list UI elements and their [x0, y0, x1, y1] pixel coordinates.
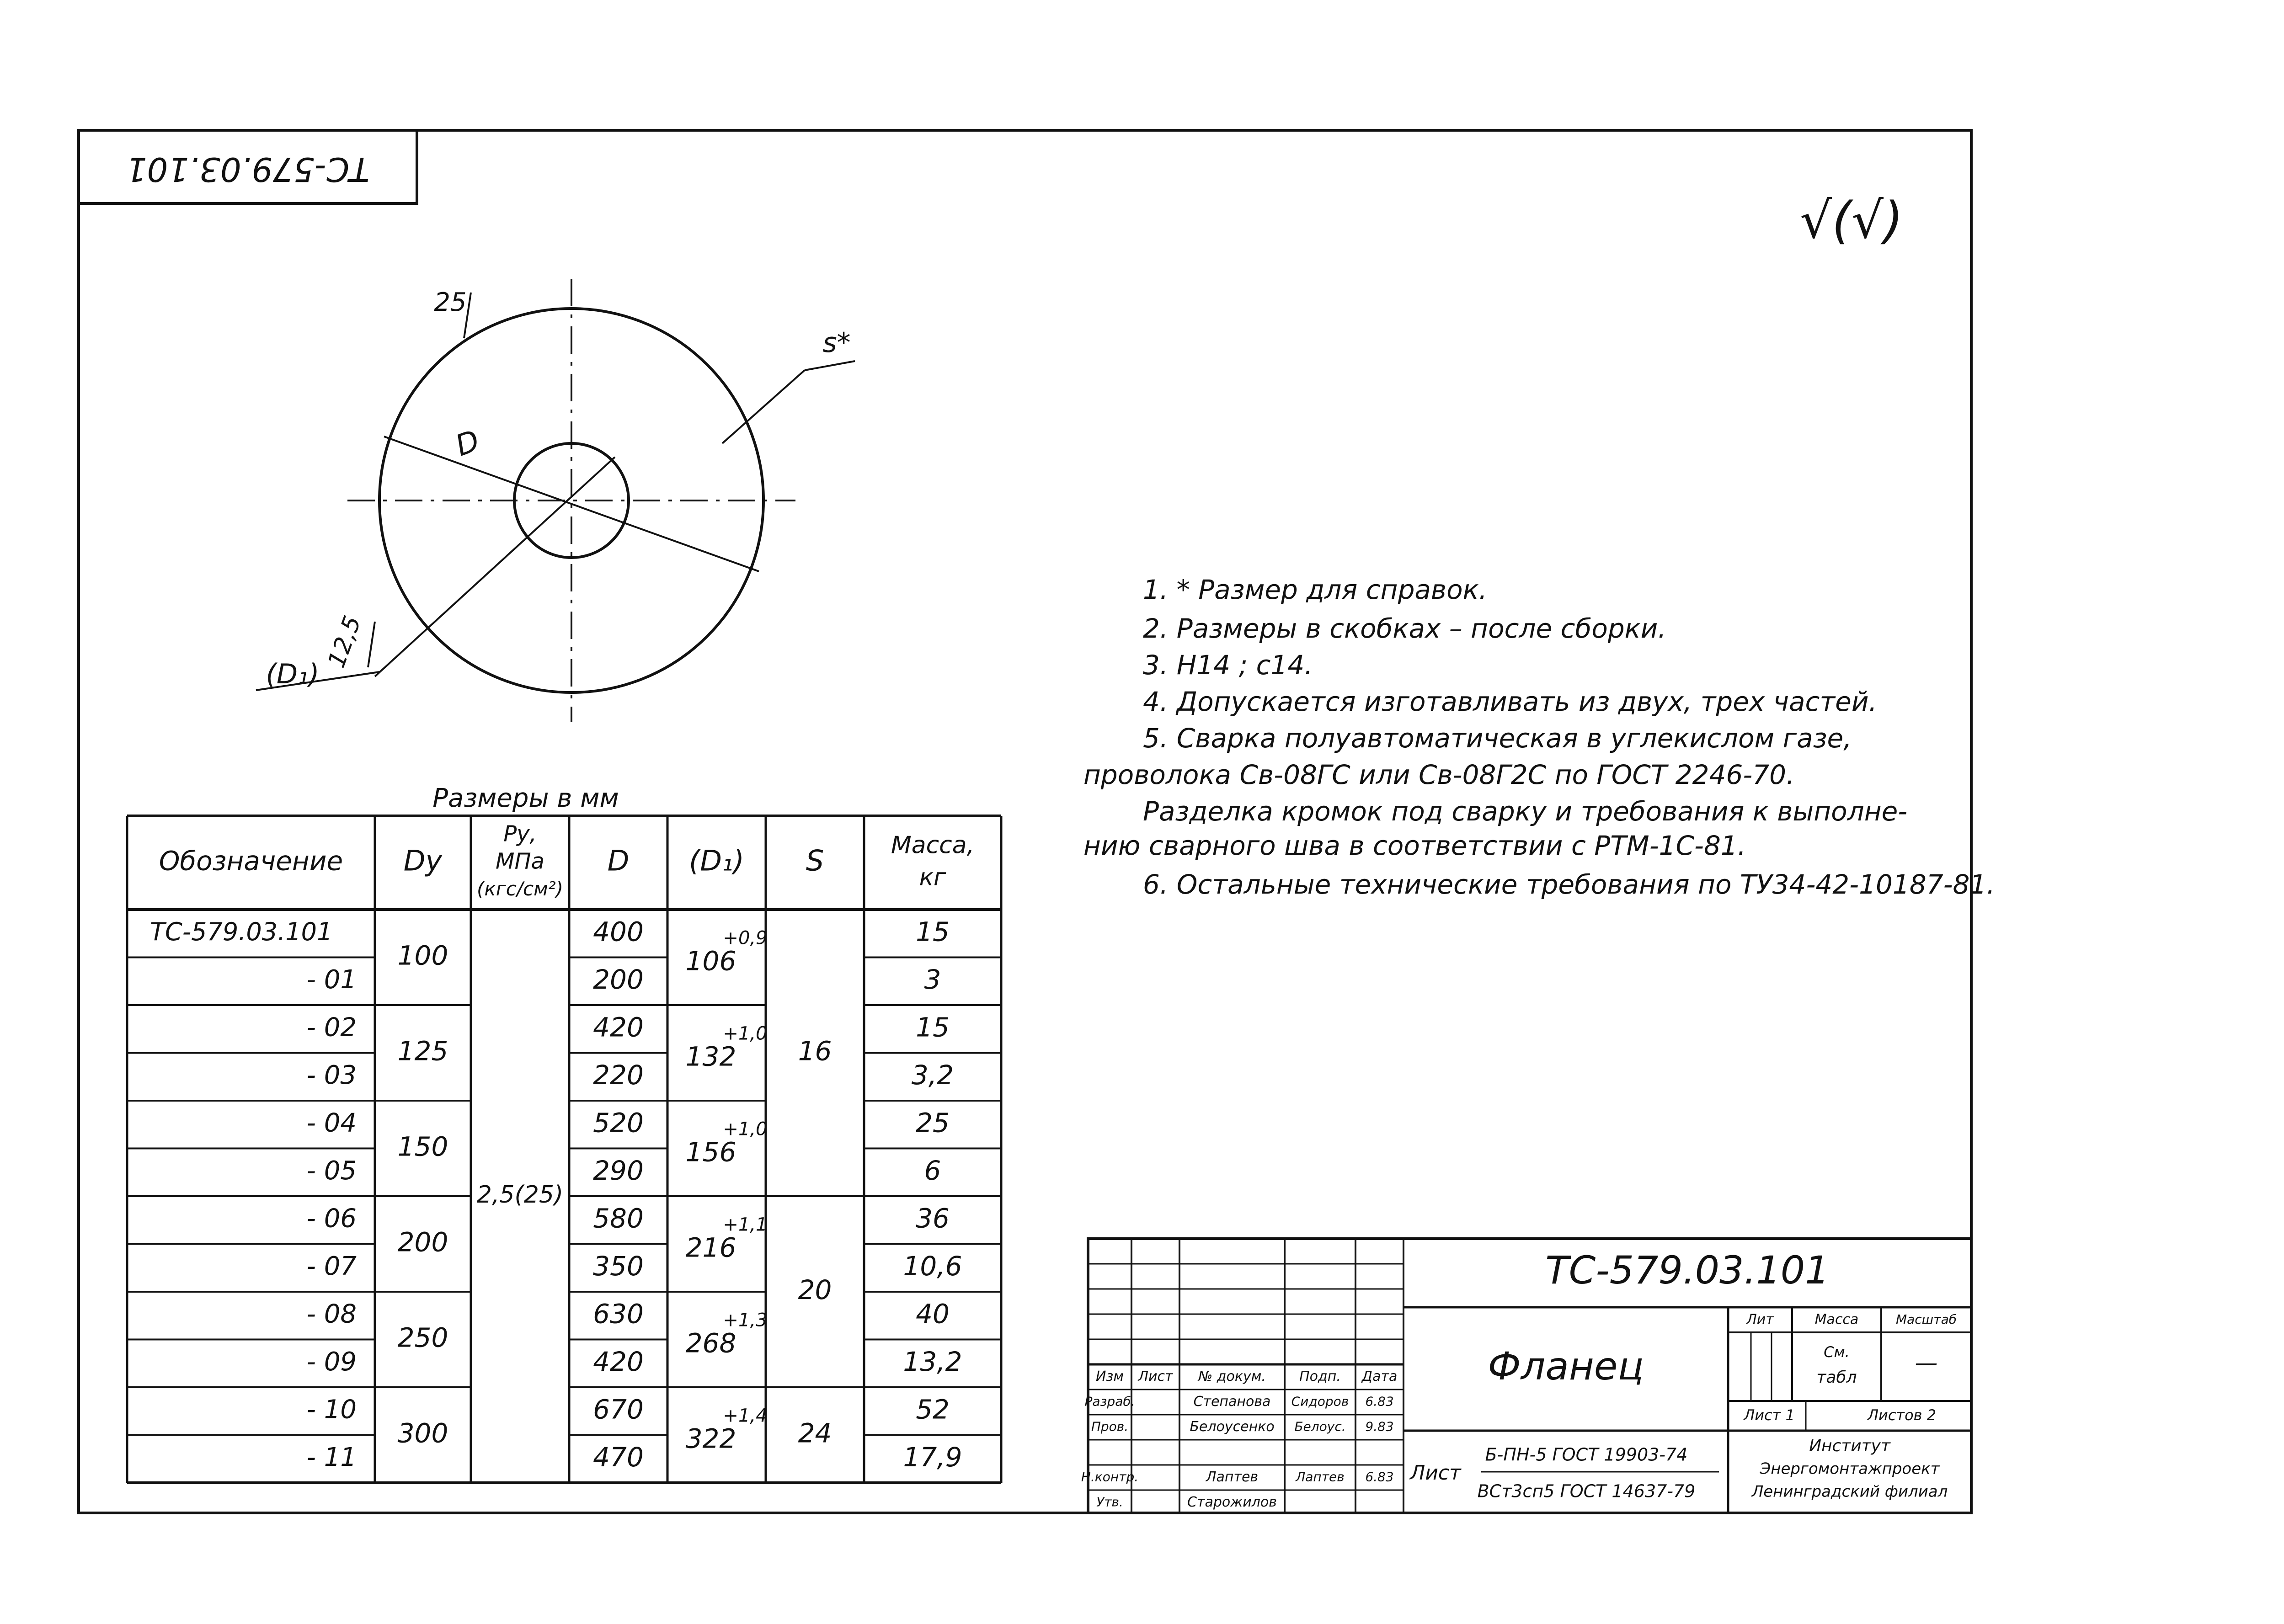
- note-5-cont-2: Разделка кромок под сварку и требования к выполне-: [1143, 796, 1908, 827]
- cell-mass: 36: [916, 1203, 950, 1234]
- cell-d1-tolerance: +1,0: [723, 1118, 768, 1140]
- cell-d1: 132: [685, 1041, 736, 1072]
- cell-d1: 216: [685, 1232, 736, 1263]
- cell-mass: 13,2: [903, 1346, 962, 1377]
- cell-dy: 200: [397, 1226, 448, 1258]
- header-dy: Dу: [403, 844, 443, 878]
- staff-role: Н.контр.: [1081, 1469, 1139, 1485]
- rotated-code-text: ТС-579.03.101: [126, 150, 370, 189]
- cell-d: 200: [593, 964, 644, 995]
- table-caption: Размеры в мм: [432, 783, 619, 813]
- cell-d1-tolerance: +1,3: [723, 1310, 768, 1331]
- cell-designation: - 03: [306, 1060, 357, 1090]
- cell-designation: - 08: [306, 1299, 357, 1329]
- title-block-header-label: Дата: [1361, 1368, 1398, 1384]
- title-block-part-name: Фланец: [1488, 1343, 1644, 1389]
- cell-d: 220: [593, 1059, 644, 1091]
- note-4: 4. Допускается изготавливать из двух, трех частей.: [1143, 686, 1877, 717]
- cell-mass: 15: [916, 916, 950, 948]
- header-py-unit: МПа: [496, 848, 544, 874]
- rotated-code-stamp: [79, 130, 417, 203]
- technical-notes: [1083, 574, 1995, 900]
- staff-signature: Сидоров: [1291, 1394, 1349, 1409]
- title-block-material: ВСт3сп5 ГОСТ 14637-79: [1477, 1481, 1696, 1502]
- cell-mass: 17,9: [903, 1441, 962, 1473]
- note-5-cont-1: проволока Св-08ГС или Св-08Г2С по ГОСТ 2246-70.: [1083, 759, 1795, 790]
- cell-py: 2,5(25): [476, 1181, 564, 1209]
- title-block-material-prefix: Лист: [1410, 1461, 1461, 1485]
- cell-dy: 300: [397, 1417, 448, 1449]
- dim-line-d: [384, 437, 759, 571]
- staff-name: Старожилов: [1187, 1494, 1277, 1510]
- header-mass: Масса,: [891, 831, 975, 859]
- dim-label-125: 12,5: [323, 612, 367, 671]
- dim-label-d: D: [451, 424, 484, 463]
- staff-date: 9.83: [1365, 1419, 1394, 1434]
- title-block-mass-value: См.: [1824, 1343, 1850, 1361]
- title-block-header-label: № докум.: [1198, 1368, 1266, 1384]
- roughness-tick-125: [368, 622, 375, 667]
- cell-designation: - 05: [306, 1155, 357, 1186]
- cell-dy: 250: [397, 1322, 448, 1353]
- cell-d: 630: [593, 1298, 644, 1330]
- cell-dy: 125: [397, 1035, 448, 1067]
- cell-d1-tolerance: +1,1: [723, 1214, 768, 1235]
- note-5: 5. Сварка полуавтоматическая в углекислом газе,: [1143, 723, 1852, 754]
- cell-s: 16: [798, 1035, 832, 1067]
- cell-s: 24: [798, 1417, 832, 1449]
- title-block-header-label: Подп.: [1299, 1368, 1341, 1384]
- title-block-org: Энергомонтажпроект: [1760, 1459, 1940, 1478]
- cell-d: 520: [593, 1107, 644, 1139]
- title-block-org: Ленинградский филиал: [1751, 1482, 1948, 1501]
- cell-d: 470: [593, 1441, 644, 1473]
- cell-mass: 15: [916, 1012, 950, 1043]
- note-3: 3. H14 ; c14.: [1143, 650, 1313, 681]
- cell-d1: 322: [685, 1423, 736, 1454]
- dim-label-s: s*: [822, 327, 851, 359]
- cell-designation: - 02: [306, 1012, 357, 1043]
- note-2: 2. Размеры в скобках – после сборки.: [1143, 613, 1666, 644]
- leader-s-tail: [805, 361, 855, 370]
- cell-d1: 106: [685, 945, 736, 977]
- staff-role: Пров.: [1091, 1419, 1129, 1434]
- staff-role: Утв.: [1096, 1494, 1123, 1510]
- title-block-material: Б-ПН-5 ГОСТ 19903-74: [1485, 1444, 1688, 1465]
- title-block-doc-code: ТС-579.03.101: [1545, 1247, 1830, 1293]
- cell-designation: - 11: [306, 1442, 357, 1472]
- cell-d: 420: [593, 1346, 644, 1377]
- staff-role: Разраб.: [1084, 1394, 1135, 1409]
- dim-label-d1: (D₁): [266, 658, 320, 690]
- cell-d1-tolerance: +1,4: [723, 1405, 768, 1427]
- header-d: D: [607, 844, 630, 878]
- title-block-col-mass: Масса: [1814, 1311, 1859, 1328]
- cell-mass: 6: [924, 1155, 941, 1186]
- cell-d: 580: [593, 1203, 644, 1234]
- staff-signature: Лаптев: [1296, 1469, 1345, 1485]
- cell-designation: - 04: [306, 1108, 357, 1138]
- cell-designation: - 09: [306, 1347, 357, 1377]
- note-6: 6. Остальные технические требования по ТУ34-42-10187-81.: [1143, 869, 1995, 900]
- staff-name: Степанова: [1193, 1394, 1271, 1410]
- cell-d: 350: [593, 1250, 644, 1282]
- title-block-scale-value: —: [1915, 1349, 1938, 1376]
- note-5-cont-3: нию сварного шва в соответствии с РТМ-1С-81.: [1083, 830, 1746, 861]
- cell-d1-tolerance: +0,9: [723, 927, 768, 949]
- title-block: [1081, 1239, 1971, 1513]
- title-block-sheets: Листов 2: [1867, 1406, 1937, 1424]
- cell-mass: 10,6: [903, 1250, 962, 1282]
- dimensions-table: [127, 816, 1001, 1483]
- staff-date: 6.83: [1365, 1394, 1394, 1409]
- header-d1: (D₁): [689, 844, 744, 878]
- cell-designation: - 06: [306, 1203, 357, 1234]
- cell-dy: 100: [397, 940, 448, 971]
- roughness-mark: √(√): [1799, 191, 1904, 250]
- cell-designation: ТС-579.03.101: [150, 917, 333, 946]
- header-py-unit-alt: (кгс/см²): [476, 878, 564, 900]
- cell-mass: 52: [916, 1394, 950, 1425]
- staff-signature: Белоус.: [1294, 1419, 1346, 1434]
- title-block-org: Институт: [1809, 1437, 1890, 1455]
- cell-mass: 40: [916, 1298, 950, 1330]
- title-block-mass-value-unit: табл: [1816, 1368, 1857, 1387]
- title-block-col-scale: Масштаб: [1895, 1312, 1957, 1327]
- header-mass-unit: кг: [919, 863, 946, 891]
- cell-s: 20: [798, 1274, 832, 1306]
- cell-d: 420: [593, 1012, 644, 1043]
- cell-dy: 150: [397, 1131, 448, 1162]
- title-block-col-lit: Лит: [1746, 1311, 1774, 1328]
- dim-line-d1: [375, 457, 615, 676]
- header-designation: Обозначение: [159, 845, 343, 877]
- header-py: Pу,: [503, 821, 537, 847]
- cell-d: 670: [593, 1394, 644, 1425]
- note-1: 1. * Размер для справок.: [1143, 574, 1488, 605]
- header-s: S: [806, 844, 824, 878]
- cell-designation: - 10: [306, 1395, 357, 1425]
- cell-designation: - 01: [306, 964, 357, 995]
- cell-d1: 156: [685, 1136, 736, 1168]
- cell-mass: 3,2: [911, 1059, 954, 1091]
- cell-d1: 268: [685, 1327, 736, 1359]
- cell-d: 400: [593, 916, 644, 948]
- title-block-header-label: Изм: [1095, 1368, 1124, 1384]
- staff-name: Лаптев: [1206, 1469, 1259, 1485]
- cell-mass: 3: [924, 964, 941, 995]
- cell-d1-tolerance: +1,0: [723, 1023, 768, 1044]
- cell-designation: - 07: [306, 1251, 357, 1281]
- cell-mass: 25: [916, 1107, 950, 1139]
- title-block-sheet: Лист 1: [1744, 1406, 1795, 1424]
- staff-name: Белоусенко: [1190, 1419, 1275, 1435]
- staff-date: 6.83: [1365, 1469, 1394, 1485]
- leader-s: [722, 370, 805, 443]
- dim-label-25: 25: [434, 288, 467, 317]
- title-block-header-label: Лист: [1138, 1368, 1173, 1384]
- cell-d: 290: [593, 1155, 644, 1186]
